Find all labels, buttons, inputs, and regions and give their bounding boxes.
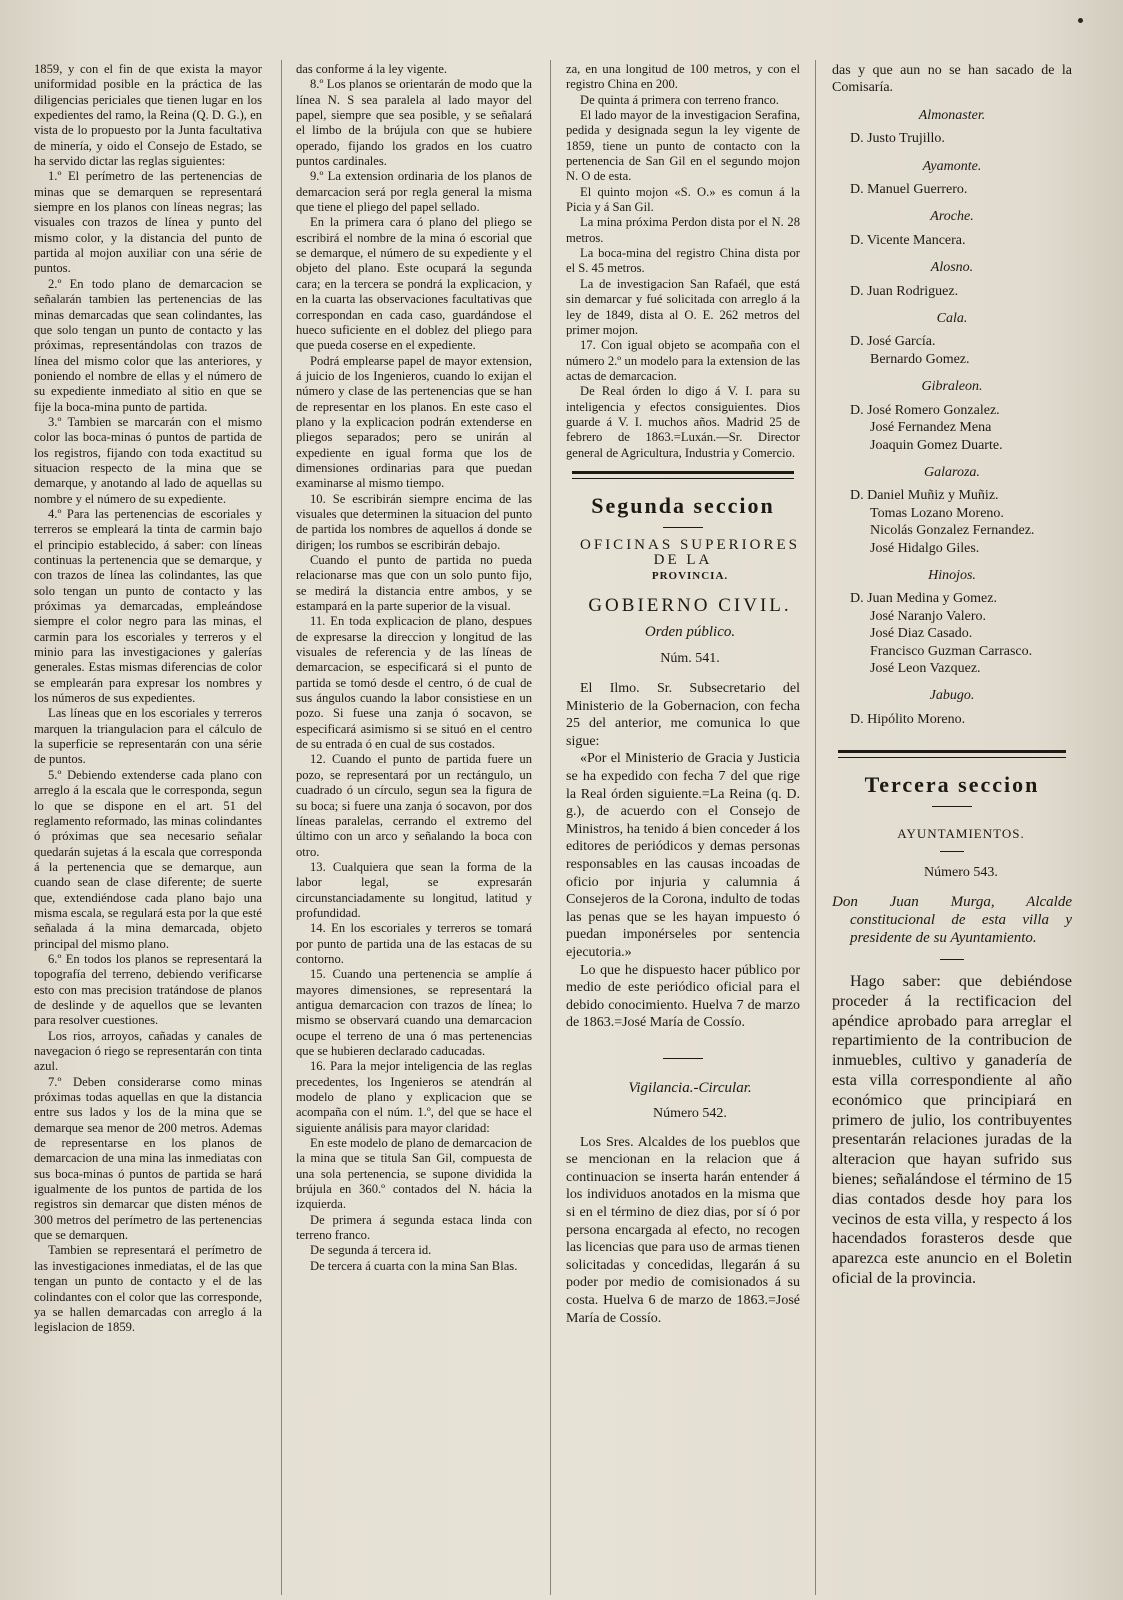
government-heading: GOBIERNO CIVIL.: [588, 594, 792, 616]
notice-number: Número 542.: [653, 1106, 727, 1122]
paragraph: En la primera cara ó plano del pliego se escribirá el nombre de la mina ó escorial que se demarque, el número de su expediente y el objeto del plano. Este ocupará la segunda cara; en la tercera se pondrá la explicacion, y en la cuarta las observaciones facultativas que correspondan en cada caso, guardándose el hueco suficiente en el doblez del pliego para que pueda coserse en el expediente.: [296, 215, 532, 353]
column-4: [832, 62, 1072, 1592]
column-1: [34, 62, 262, 1592]
paragraph: De tercera á cuarta con la mina San Blas.: [310, 1258, 518, 1273]
paragraph: «Por el Ministerio de Gracia y Justicia se ha expedido con fecha 7 del que rige la Real órden siguiente.=La Reina (q. D. g.), de acuerdo con el Consejo de Ministros, ha tenido á bien conceder á los editores de periódicos y demas personas responsables en las causas incoadas de oficio por injuria y calumnia á Consejeros de la Corona, indulto de todas las penas que se les hayan impuesto ó puedan imponérseles por sentencia ejecutoria.»: [566, 751, 800, 960]
person-name: D. José Romero Gonzalez.: [850, 402, 1000, 418]
paragraph: De quinta á primera con terreno franco.: [580, 92, 779, 107]
paragraph: das conforme á la ley vigente.: [296, 62, 448, 76]
person-name: José Leon Vazquez.: [870, 660, 981, 676]
paragraph: 5.º Debiendo extenderse cada plano con arreglo á la escala que le corresponda, segun lo que se dispone en el art. 51 del reglamento reformado, las minas colindantes ó próximas que sea necesario señalar quedarán sujetas á la escala que corresponda á la pertenencia que se demarque, aun cuando sean de clase diferente; de suerte que, extendiéndose cada plano bajo una misma escala, se regulará esta por la que esté señalada á la mina demarcada, objeto principal del mismo plano.: [34, 767, 262, 951]
paragraph: 15. Cuando una pertenencia se amplíe á mayores dimensiones, se representará la antigua demarcacion con trazos de línea; lo mismo se observará cuando una demarcacion ocupe el terreno de una ó mas pertenencias que se hubieren declarado caducadas.: [296, 967, 532, 1058]
town-name: Aroche.: [930, 209, 974, 225]
paragraph: La boca-mina del registro China dista por el S. 45 metros.: [566, 246, 800, 276]
paragraph: Cuando el punto de partida no pueda relacionarse mas que con un solo punto fijo, se medirá la distancia entre ambos, y se estampará en la parte superior de la visual.: [296, 553, 532, 614]
paragraph: Las líneas que en los escoriales y terreros marquen la triangulacion para el cálculo de la superficie se representarán con una série de puntos.: [34, 706, 262, 767]
person-name: Francisco Guzman Carrasco.: [870, 643, 1033, 659]
paragraph: El lado mayor de la investigacion Serafina, pedida y designada segun la ley vigente de 1859, tiene un punto de contacto con la pertenencia de San Gil en el segundo mojon N. O de esta.: [566, 108, 800, 184]
person-name: D. José García.: [850, 334, 936, 350]
ayuntamientos-heading: AYUNTAMIENTOS.: [897, 826, 1025, 842]
paragraph: El Ilmo. Sr. Subsecretario del Ministerio de la Gobernacion, con fecha 25 del anterior, me comunica lo que sigue:: [566, 681, 800, 749]
short-rule: [932, 806, 972, 807]
town-name: Almonaster.: [918, 107, 986, 123]
person-name: José Diaz Casado.: [870, 626, 973, 642]
paragraph: 6.º En todos los planos se representará la topografía del terreno, debiendo verificarse esto con mas precision tratándose de planos de deslinde y de aquellos que se levanten para resolver cuestiones.: [34, 951, 262, 1028]
column-2: [296, 62, 532, 1592]
notice-number: Número 543.: [924, 864, 998, 880]
paragraph: 11. En toda explicacion de plano, despues de expresarse la direccion y longitud de las visuales de referencia y de las líneas de demarcacion, se especificará si el punto de partida se tomó desde el centro, ó de cual de sus ángulos cuando la labor consistiese en un pozo. Si fuese una zanja ó socavon, se especificará asimismo si se situó en el centro de su entrada ó en cual de sus costados.: [296, 614, 532, 752]
short-rule: [940, 851, 964, 852]
paragraph: De Real órden lo digo á V. I. para su inteligencia y efectos consiguientes. Dios guarde á V. I. muchos años. Madrid 25 de febrero de 1863.=Luxán.—Sr. Director general de Agricultura, Industria y Comercio.: [566, 384, 800, 460]
paragraph: En este modelo de plano de demarcacion de la mina que se titula San Gil, compuesta de una sola pertenencia, se supone dividida la brújula en 360.º contados del N. hácia la izquierda.: [296, 1136, 532, 1212]
paragraph: De primera á segunda estaca linda con terreno franco.: [296, 1212, 532, 1243]
paragraph: 9.º La extension ordinaria de los planos de demarcacion será por regla general la misma que tiene el pliego del papel sellado.: [296, 169, 532, 215]
paragraph: za, en una longitud de 100 metros, y con el registro China en 200.: [566, 62, 800, 92]
mayor-header: Don Juan Murga, Alcalde constitucional de esta villa y presidente de su Ayuntamiento.: [832, 894, 1072, 946]
paragraph: Los Sres. Alcaldes de los pueblos que se mencionan en la relacion que á continuacion se inserta harán entender á los individuos anotados en la misma que si en el término de diez dias, por sí ó por persona encargada al efecto, no recogen las licencias que para uso de armas tienen solicitadas y concedidas, llegarán á su poder por medio de comisionados á su costa. Huelva 6 de marzo de 1863.=José María de Cossío.: [566, 1134, 800, 1326]
offices-heading: OFICINAS SUPERIORES DE LA: [580, 536, 800, 569]
subject-heading: Vigilancia.-Circular.: [628, 1079, 752, 1096]
person-name: Nicolás Gonzalez Fernandez.: [870, 523, 1035, 539]
paragraph: De segunda á tercera id.: [310, 1243, 432, 1258]
short-rule: [663, 527, 703, 528]
paragraph: 7.º Deben considerarse como minas próximas todas aquellas en que la distancia entre sus lados y los de la mina que se demarque sea menor de 200 metros. Ademas de representarse en los planos de demarcacion de una mina las inmediatas con sus boca-minas ó puntos de partida se hará igualmente de los puntos de partida de los registros sin demarcar que disten ménos de 300 metros del perímetro de las pertenencias que se demarquen.: [34, 1074, 262, 1243]
paragraph: El quinto mojon «S. O.» es comun á la Picia y á San Gil.: [566, 184, 800, 215]
short-rule: [663, 1058, 703, 1059]
person-name: D. Manuel Guerrero.: [850, 182, 968, 198]
paragraph: 4.º Para las pertenencias de escoriales y terreros se empleará la tinta de carmin bajo el principio establecido, á saber: con líneas continuas la pertenencia que se demarque, y con trazos de línea las colindantes, las que solo tengan un punto de contacto y las próximas ya demarcadas, empleándose siempre el color negro para las minas, el carmin para los escoriales y terreros y el minio para las investigaciones y galerías generales. Estas mismas diferencias de color se emplearán para expresar los nombres y los números de sus expedientes.: [34, 506, 262, 706]
section-divider: [838, 750, 1066, 758]
paragraph: 12. Cuando el punto de partida fuere un pozo, se representará por un rectángulo, un cuadrado ó un círculo, segun sea la figura de su boca; si fuere una zanja ó socavon, por dos líneas paralelas, cerrando el extremo del último con un arco y señalando la boca con otro.: [296, 752, 532, 859]
town-name: Gibraleon.: [921, 379, 983, 395]
paragraph: 14. En los escoriales y terreros se tomará por punto de partida una de las estacas de su contorno.: [296, 921, 532, 966]
paragraph: das y que aun no se han sacado de la Comisaría.: [832, 63, 1072, 96]
paragraph: Lo que he dispuesto hacer público por medio de este periódico oficial para el debido conocimiento. Huelva 7 de marzo de 1863.=José María de Cossío.: [566, 962, 800, 1031]
paragraph: 8.º Los planos se orientarán de modo que la línea N. S sea paralela al lado mayor del papel, siempre que sea posible, y se señalará el limbo de la brújula con que se hubiere operado, fijando los grados en los cuatro puntos cardinales.: [296, 77, 532, 169]
person-name: José Fernandez Mena: [870, 420, 992, 436]
paragraph: 1.º El perímetro de las pertenencias de minas que se demarquen se representará siempre en los planos con líneas negras; las visuales con trazos de línea y punto del mismo color, y la distancia del punto de partida al mojon auxiliar con una série de puntos.: [34, 169, 262, 276]
section-heading: Segunda seccion: [591, 492, 775, 518]
subject-heading: Orden público.: [644, 624, 736, 641]
paragraph: Hago saber: que debiéndose proceder á la rectificacion del apéndice aprobado para arreglar el repartimiento de la contribucion de inmuebles, cultivo y ganadería de esta villa correspondiente al año económico que principiará en primero de julio, los contribuyentes presentarán relaciones juradas de la alteracion que hayan sufrido sus bienes; señalándose el término de 15 dias contados desde hoy para los vecinos de esta villa, y respecto á los hacendados forasteros desde que aparezca este anuncio en el Boletin oficial de la provincia.: [832, 973, 1072, 1287]
section-heading: Tercera seccion: [864, 772, 1040, 798]
column-rule: [281, 60, 282, 1595]
paragraph: 16. Para la mejor inteligencia de las reglas precedentes, los Ingenieros se atendrán al modelo de plano y explicacion que se acompaña con el núm. 1.º, del que se hace el siguiente análisis para mayor claridad:: [296, 1059, 532, 1135]
province-heading: PROVINCIA.: [651, 569, 729, 582]
person-name: D. Daniel Muñiz y Muñiz.: [850, 488, 999, 504]
town-name: Ayamonte.: [922, 158, 982, 174]
person-name: D. Vicente Mancera.: [850, 232, 966, 248]
paragraph: La mina próxima Perdon dista por el N. 28 metros.: [566, 215, 800, 245]
person-name: José Naranjo Valero.: [870, 608, 986, 624]
paragraph: La de investigacion San Rafaél, que está sin demarcar y fué solicitada con arreglo á la ley de 1849, dista al O. E. 262 metros del primer mojon.: [566, 276, 800, 337]
paragraph: 3.º Tambien se marcarán con el mismo color las boca-minas ó puntos de partida de los registros, fijando con toda exactitud su situacion respecto de la mina que se demarque, y anotando al lado de aquellas su nombre y el número de su expediente.: [34, 414, 262, 506]
person-name: D. Hipólito Moreno.: [850, 711, 966, 727]
town-name: Alosno.: [930, 260, 974, 276]
person-name: José Hidalgo Giles.: [870, 540, 980, 556]
column-rule: [815, 60, 816, 1595]
paragraph: 17. Con igual objeto se acompaña con el número 2.º un modelo para la extension de las actas de demarcacion.: [566, 338, 800, 383]
ink-dot: [1078, 18, 1083, 23]
town-name: Jabugo.: [929, 688, 975, 704]
person-name: Tomas Lozano Moreno.: [870, 505, 1004, 521]
person-name: D. Juan Medina y Gomez.: [850, 591, 997, 607]
column-3: [566, 62, 800, 1592]
notice-number: Núm. 541.: [660, 650, 720, 666]
paragraph: Podrá emplearse papel de mayor extension, á juicio de los Ingenieros, cuando lo exijan el número y clase de las pertenencias que se han de representar en los planos. En este caso el plano y la explicacion podrán extenderse en pliegos separados; pero se unirán al expediente en igual forma que los de dimensiones ordinarias para que puedan examinarse al mismo tiempo.: [296, 353, 532, 491]
section-divider: [572, 471, 794, 479]
person-name: Joaquin Gomez Duarte.: [870, 437, 1003, 453]
column-rule: [550, 60, 551, 1595]
paragraph: 13. Cualquiera que sean la forma de la labor legal, se expresarán circunstanciadamente su longitud, latitud y profundidad.: [296, 859, 532, 920]
person-name: D. Justo Trujillo.: [850, 131, 945, 147]
paragraph: 10. Se escribirán siempre encima de las visuales que determinen la situacion del punto de partida los nombres de aquellos á donde se dirigen; los rumbos se escribirán debajo.: [296, 491, 532, 552]
paragraph: Tambien se representará el perímetro de las investigaciones inmediatas, el de las que tengan un punto de contacto y el de las colindantes con el color que las corresponde, ya se hallen demarcadas con arreglo á la legislacion de 1859.: [34, 1243, 262, 1335]
paragraph: 1859, y con el fin de que exista la mayor uniformidad posible en la práctica de las diligencias periciales que tienen lugar en los expedientes del ramo, la Reina (Q. D. G.), en vista de lo propuesto por la Junta facultativa de minería, y oido el Consejo de Estado, se ha servido dictar las reglas siguientes:: [34, 62, 262, 169]
paragraph: 2.º En todo plano de demarcacion se señalarán tambien las pertenencias de las minas demarcadas que sean colindantes, las que solo tengan un punto de contacto y las próximas, representándolas con trazos de línea del mismo color que las anteriores, y poniendo el nombre de ellas y el número de su expediente inmediato al sitio en que se fije la boca-mina punto de partida.: [34, 276, 262, 414]
town-name: Galaroza.: [924, 464, 980, 480]
person-name: D. Juan Rodriguez.: [850, 283, 959, 299]
person-name: Bernardo Gomez.: [870, 351, 970, 367]
town-name: Hinojos.: [928, 567, 976, 583]
town-name: Cala.: [936, 311, 968, 327]
paragraph: Los rios, arroyos, cañadas y canales de navegacion ó riego se representarán con tinta azul.: [34, 1028, 262, 1074]
short-rule: [940, 959, 964, 960]
